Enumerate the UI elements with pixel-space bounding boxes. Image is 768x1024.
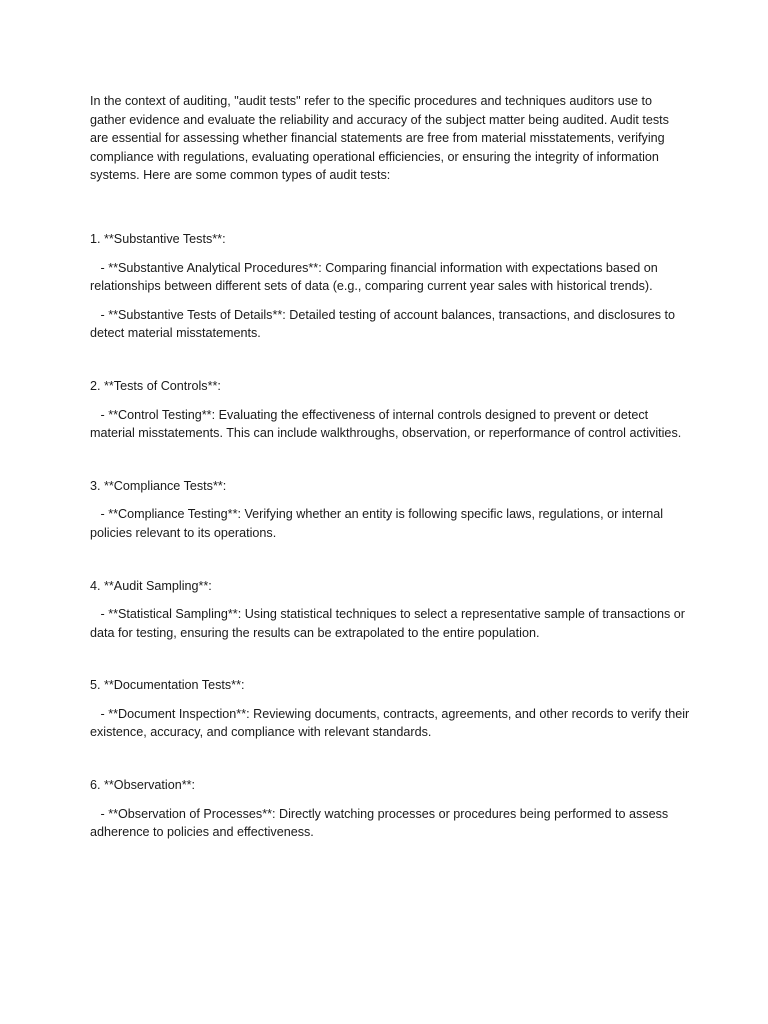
section-compliance-tests xyxy=(90,477,690,543)
section-observation xyxy=(90,776,690,842)
section-substantive-tests xyxy=(90,230,690,343)
section-item: - **Compliance Testing**: Verifying whether an entity is following specific laws, regulations, or internal policies relevant to its operations. xyxy=(90,507,667,540)
section-tests-of-controls xyxy=(90,377,690,443)
section-item: - **Control Testing**: Evaluating the effectiveness of internal controls designed to prevent or detect material misstatements. This can include walkthroughs, observation, or reperformance of control activities. xyxy=(90,407,682,441)
section-heading: 1. **Substantive Tests**: xyxy=(90,231,226,246)
section-item: - **Document Inspection**: Reviewing documents, contracts, agreements, and other records to verify their existence, accuracy, and compliance with relevant standards. xyxy=(90,706,693,740)
section-item: - **Observation of Processes**: Directly watching processes or procedures being performed to assess adherence to policies and effectiveness. xyxy=(90,806,672,840)
section-item: - **Statistical Sampling**: Using statistical techniques to select a representative sample of transactions or data for testing, ensuring the results can be extrapolated to the entire population. xyxy=(90,607,689,640)
intro-paragraph: In the context of auditing, "audit tests" refer to the specific procedures and techniques auditors use to gather evidence and evaluate the reliability and accuracy of the subject matter being audited. Audit tests are essential for assessing whether financial statements are free from material misstatements, verifying compliance with regulations, evaluating operational efficiencies, or ensuring the integrity of information systems. Here are some common types of audit tests: xyxy=(90,94,669,183)
document-body xyxy=(90,92,693,876)
section-documentation-tests xyxy=(90,676,693,742)
section-item: - **Substantive Tests of Details**: Detailed testing of account balances, transactions, and disclosures to detect material misstatements. xyxy=(90,307,679,341)
section-heading: 3. **Compliance Tests**: xyxy=(90,478,227,493)
section-heading: 6. **Observation**: xyxy=(90,778,196,793)
section-audit-sampling xyxy=(90,577,690,643)
section-item: - **Substantive Analytical Procedures**: Comparing financial information with expectations based on relationships between different sets of data (e.g., comparing current year sales with historical trends). xyxy=(90,260,662,294)
section-heading: 5. **Documentation Tests**: xyxy=(90,678,245,693)
section-heading: 4. **Audit Sampling**: xyxy=(90,578,212,593)
section-heading: 2. **Tests of Controls**: xyxy=(90,378,221,393)
